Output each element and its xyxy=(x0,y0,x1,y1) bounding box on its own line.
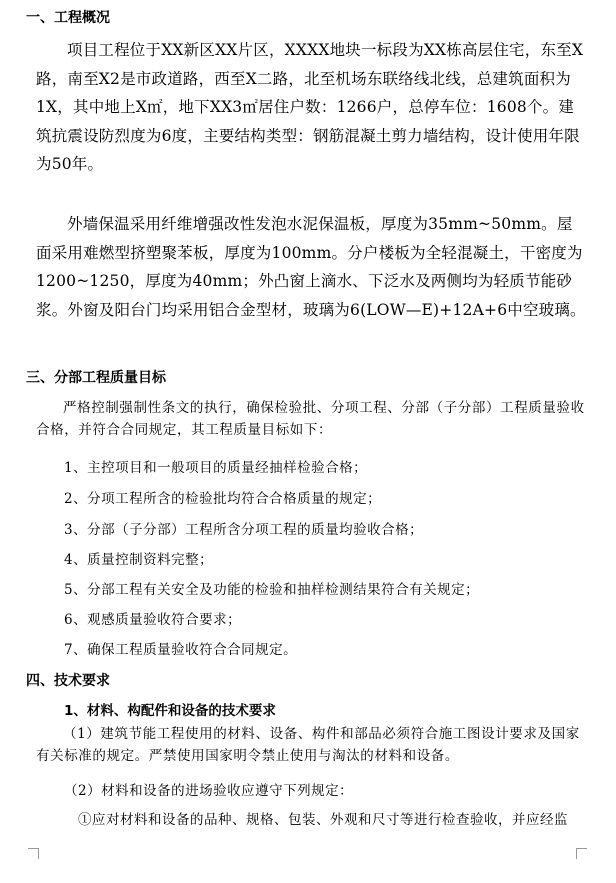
quality-item-3: 3、分部（子分部）工程所含分项工程的质量均验收合格； xyxy=(64,522,424,538)
overview-paragraph-1 xyxy=(36,36,588,179)
quality-item-6: 6、观感质量验收符合要求； xyxy=(64,612,242,628)
tech-paragraph-2: （2）材料和设备的进场验收应遵守下列规定： xyxy=(64,783,354,799)
tech-paragraph-1 xyxy=(36,723,592,767)
section-heading-overview: 一、工程概况 xyxy=(26,10,110,26)
quality-item-4: 4、质量控制资料完整； xyxy=(64,552,214,568)
subheading-materials: 1、材料、构配件和设备的技术要求 xyxy=(64,703,276,719)
quality-intro-paragraph xyxy=(36,397,592,441)
quality-intro-text: 严格控制强制性条文的执行，确保检验批、分项工程、分部（子分部）工程质量验收合格，并符合合同规定，其工程质量目标如下： xyxy=(36,400,585,438)
tech-paragraph-3: ①应对材料和设备的品种、规格、包装、外观和尺寸等进行检查验收，并应经监 xyxy=(78,812,568,828)
section-heading-quality: 三、分部工程质量目标 xyxy=(26,370,166,386)
quality-item-1: 1、主控项目和一般项目的质量经抽样检验合格； xyxy=(64,460,368,476)
page-corner-mark-left xyxy=(28,848,39,859)
overview-paragraph-2 xyxy=(36,210,588,324)
overview-paragraph-1-text: 项目工程位于XX新区XX片区，XXXX地块一标段为XX栋高层住宅，东至X路，南至X2是市政道路，西至X二路，北至机场东联络线北线，总建筑面积为1X，其中地上X㎡，地下XX3㎡居住户数：1266户，总停车位：1608个。建筑抗震设防烈度为6度，主要结构类型：钢筋混凝土剪力墙结构，设计使用年限为50年。 xyxy=(36,41,584,173)
overview-paragraph-2-text: 外墙保温采用纤维增强改性发泡水泥保温板，厚度为35mm~50mm。屋面采用难燃型挤塑聚苯板，厚度为100mm。分户楼板为全轻混凝土，干密度为1200~1250，厚度为40mm；外凸窗上滴水、下泛水及两侧均为轻质节能砂浆。外窗及阳台门均采用铝合金型材，玻璃为6(LOW—E)+12A+6中空玻璃。 xyxy=(36,215,586,319)
tech-paragraph-1-text: （1）建筑节能工程使用的材料、设备、构件和部品必须符合施工图设计要求及国家有关标准的规定。严禁使用国家明令禁止使用与淘汰的材料和设备。 xyxy=(36,726,580,764)
quality-item-7: 7、确保工程质量验收符合合同规定。 xyxy=(64,642,298,658)
quality-item-5: 5、分部工程有关安全及功能的检验和抽样检测结果符合有关规定； xyxy=(64,582,480,598)
page-corner-mark-right xyxy=(576,848,587,859)
quality-item-2: 2、分项工程所含的检验批均符合合格质量的规定； xyxy=(64,491,382,507)
section-heading-tech: 四、技术要求 xyxy=(26,673,110,689)
